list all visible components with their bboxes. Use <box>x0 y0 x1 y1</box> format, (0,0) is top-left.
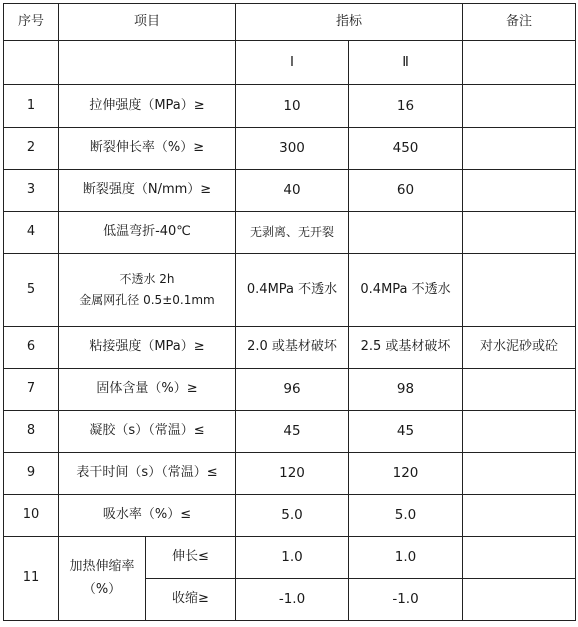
row-value-1: 120 <box>236 453 349 495</box>
row-remark <box>463 85 576 128</box>
table-row <box>4 369 576 411</box>
row-seq: 5 <box>4 254 59 327</box>
header-remark: 备注 <box>463 4 576 41</box>
row-seq: 11 <box>4 537 59 621</box>
row-remark <box>463 369 576 411</box>
row-value-1: 45 <box>236 411 349 453</box>
row-item-line2: （%） <box>82 581 122 597</box>
row-item-line2: 金属网孔径 0.5±0.1mm <box>79 293 215 307</box>
row-seq: 3 <box>4 170 59 212</box>
table-row <box>4 254 576 327</box>
row-remark <box>463 170 576 212</box>
row-value-1: 0.4MPa 不透水 <box>236 254 349 327</box>
row-item: 断裂伸长率（%）≥ <box>59 128 236 170</box>
row-remark <box>463 537 576 579</box>
row-value-2: -1.0 <box>349 579 463 621</box>
row-remark <box>463 411 576 453</box>
row-item: 拉伸强度（MPa）≥ <box>59 85 236 128</box>
row-seq: 2 <box>4 128 59 170</box>
table-row <box>4 411 576 453</box>
row-item: 吸水率（%）≤ <box>59 495 236 537</box>
row-value-2: 98 <box>349 369 463 411</box>
spec-table <box>3 3 576 621</box>
row-value-2: 450 <box>349 128 463 170</box>
subheader-seq-empty <box>4 41 59 85</box>
row-seq: 8 <box>4 411 59 453</box>
row-value-2 <box>349 212 463 254</box>
row-value-1: 40 <box>236 170 349 212</box>
row-item <box>59 537 146 621</box>
row-value-1: -1.0 <box>236 579 349 621</box>
table-row <box>4 170 576 212</box>
row-value-2: 45 <box>349 411 463 453</box>
table-row <box>4 128 576 170</box>
row-item: 固体含量（%）≥ <box>59 369 236 411</box>
header-indicator: 指标 <box>236 4 463 41</box>
row-seq: 10 <box>4 495 59 537</box>
table-row <box>4 453 576 495</box>
row-remark <box>463 453 576 495</box>
row-remark <box>463 254 576 327</box>
subheader-row <box>4 41 576 85</box>
row-seq: 6 <box>4 327 59 369</box>
table-row <box>4 537 576 579</box>
row-item: 表干时间（s）（常温）≤ <box>59 453 236 495</box>
row-seq: 1 <box>4 85 59 128</box>
row-value-2: 2.5 或基材破坏 <box>349 327 463 369</box>
row-value-1: 1.0 <box>236 537 349 579</box>
header-item: 项目 <box>59 4 236 41</box>
subheader-grade2: Ⅱ <box>349 41 463 85</box>
row-item: 低温弯折-40℃ <box>59 212 236 254</box>
row-item: 粘接强度（MPa）≥ <box>59 327 236 369</box>
row-value-1: 10 <box>236 85 349 128</box>
row-remark <box>463 495 576 537</box>
row-value-1: 无剥离、无开裂 <box>236 212 349 254</box>
row-value-2: 60 <box>349 170 463 212</box>
row-value-2: 16 <box>349 85 463 128</box>
row-item: 凝胶（s）（常温）≤ <box>59 411 236 453</box>
row-value-2: 0.4MPa 不透水 <box>349 254 463 327</box>
table-row <box>4 327 576 369</box>
row-value-2: 120 <box>349 453 463 495</box>
table-row <box>4 85 576 128</box>
row-remark <box>463 128 576 170</box>
row-value-1: 2.0 或基材破坏 <box>236 327 349 369</box>
row-sub-label: 收缩≥ <box>146 579 236 621</box>
row-seq: 4 <box>4 212 59 254</box>
row-item-line1: 不透水 2h <box>119 272 175 286</box>
row-value-2: 5.0 <box>349 495 463 537</box>
row-remark: 对水泥砂或砼 <box>463 327 576 369</box>
row-seq: 9 <box>4 453 59 495</box>
row-item: 断裂强度（N/mm）≥ <box>59 170 236 212</box>
row-value-1: 96 <box>236 369 349 411</box>
subheader-grade1: Ⅰ <box>236 41 349 85</box>
subheader-item-empty <box>59 41 236 85</box>
row-seq: 7 <box>4 369 59 411</box>
row-value-1: 5.0 <box>236 495 349 537</box>
table-row <box>4 212 576 254</box>
row-value-1: 300 <box>236 128 349 170</box>
header-row <box>4 4 576 41</box>
table-row <box>4 495 576 537</box>
header-seq: 序号 <box>4 4 59 41</box>
row-item <box>59 254 236 327</box>
row-remark <box>463 212 576 254</box>
row-remark <box>463 579 576 621</box>
subheader-remark-empty <box>463 41 576 85</box>
row-sub-label: 伸长≤ <box>146 537 236 579</box>
row-item-line1: 加热伸缩率 <box>69 559 135 575</box>
row-value-2: 1.0 <box>349 537 463 579</box>
